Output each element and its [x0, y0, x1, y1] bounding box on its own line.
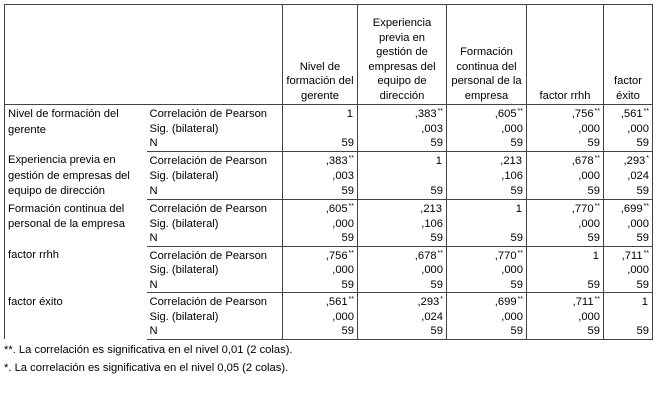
table-cell	[527, 217, 604, 232]
table-cell	[358, 151, 447, 169]
cell-value: ,561	[620, 108, 643, 120]
cell-value: 59	[510, 184, 523, 197]
significance-marker: **	[517, 108, 523, 115]
cell-value: 59	[587, 278, 600, 291]
cell-value: ,000	[421, 264, 443, 276]
cell-value: 59	[430, 325, 443, 337]
table-row	[5, 293, 653, 310]
cell-value: 59	[587, 232, 600, 244]
significance-marker: **	[348, 203, 354, 210]
table-cell	[527, 310, 604, 325]
cell-value: 59	[636, 325, 649, 337]
table-row	[5, 105, 653, 122]
significance-marker: **	[437, 108, 443, 115]
cell-value: 1	[435, 154, 442, 167]
table-cell	[604, 324, 653, 339]
table-cell	[358, 310, 447, 325]
cell-value: ,024	[421, 310, 443, 323]
statistic-label: N	[147, 184, 283, 200]
cell-value: ,000	[332, 264, 354, 276]
table-cell	[447, 310, 527, 325]
cell-value: 59	[510, 325, 523, 337]
cell-value: ,000	[501, 122, 523, 135]
table-cell	[283, 310, 358, 325]
cell-value: ,000	[501, 310, 523, 323]
statistic-label: Correlación de Pearson	[149, 249, 268, 262]
significance-marker: **	[348, 154, 354, 162]
cell-value: ,293	[623, 154, 646, 167]
cell-value: ,000	[332, 217, 354, 230]
statistic-label: Correlación de Pearson	[149, 296, 268, 308]
table-cell	[447, 169, 527, 184]
table-cell	[447, 136, 527, 151]
significance-marker: **	[643, 203, 649, 210]
cell-value: 59	[510, 137, 523, 149]
table-cell	[447, 293, 527, 310]
table-cell	[604, 169, 653, 184]
cell-value: ,000	[627, 122, 649, 135]
table-cell	[283, 151, 358, 169]
significance-marker: *	[440, 296, 443, 303]
table-cell	[283, 324, 358, 339]
table-cell	[604, 246, 653, 263]
table-cell	[604, 217, 653, 232]
row-variable-label: Nivel de formación del gerente	[5, 105, 147, 152]
table-cell	[447, 217, 527, 232]
cell-value: ,293	[417, 296, 440, 308]
table-cell	[527, 278, 604, 293]
cell-value: ,000	[501, 264, 523, 276]
cell-value: ,213	[420, 203, 442, 215]
cell-value: ,024	[627, 169, 649, 182]
significance-marker: **	[594, 296, 600, 303]
table-cell	[604, 231, 653, 246]
table-cell	[527, 263, 604, 278]
column-header-nivel-formacion: Nivel de formación del gerente	[283, 5, 358, 105]
table-cell	[604, 310, 653, 325]
cell-value: 59	[587, 325, 600, 337]
significance-marker: **	[594, 154, 600, 162]
table-cell	[447, 324, 527, 339]
table-cell	[283, 169, 358, 184]
table-cell	[447, 122, 527, 137]
cell-value: ,383	[414, 108, 437, 120]
statistic-label: Sig. (bilateral)	[149, 217, 219, 230]
significance-marker: **	[437, 249, 443, 257]
table-row	[5, 246, 653, 263]
table-cell	[527, 246, 604, 263]
cell-value: ,711	[621, 249, 643, 262]
header-row	[5, 5, 653, 105]
significance-marker: **	[517, 296, 523, 303]
table-cell	[447, 151, 527, 169]
cell-value: ,561	[325, 296, 348, 308]
table-cell	[358, 231, 447, 246]
table-cell	[604, 151, 653, 169]
table-cell	[358, 246, 447, 263]
cell-value: ,756	[571, 108, 594, 120]
column-header-formacion-continua: Formación continua del personal de la empresa	[447, 5, 527, 105]
table-cell	[283, 263, 358, 278]
table-cell	[358, 105, 447, 122]
footnote-2: *. La correlación es significativa en el nivel 0,05 (2 colas).	[4, 361, 289, 374]
statistic-label: N	[147, 278, 283, 293]
header-corner	[5, 5, 283, 105]
table-cell	[447, 200, 527, 217]
cell-value: ,213	[500, 154, 522, 167]
significance-marker: **	[348, 296, 354, 303]
table-cell	[358, 263, 447, 278]
table-cell	[527, 324, 604, 339]
cell-value: ,000	[332, 310, 354, 323]
row-variable-label: Formación continua del personal de la empresa	[5, 200, 147, 247]
cell-value: 59	[430, 232, 443, 244]
table-cell	[358, 184, 447, 200]
table-cell	[358, 136, 447, 151]
table-cell	[527, 231, 604, 246]
column-header-factor-exito: factor éxito	[604, 5, 653, 105]
table-cell	[447, 184, 527, 200]
cell-value: 59	[587, 137, 600, 149]
cell-value: ,000	[627, 217, 649, 230]
table-row	[5, 151, 653, 169]
statistic-label: Sig. (bilateral)	[149, 122, 219, 135]
cell-value: 59	[636, 278, 649, 291]
table-cell	[358, 169, 447, 184]
row-variable-label: factor rrhh	[5, 246, 147, 293]
cell-value: ,770	[494, 249, 517, 262]
cell-value: 59	[341, 232, 354, 244]
row-variable-label: Experiencia previa en gestión de empresas del equipo de dirección	[5, 151, 147, 200]
table-cell	[527, 105, 604, 122]
significance-marker: **	[517, 249, 523, 257]
cell-value: ,000	[578, 122, 600, 135]
table-cell	[283, 246, 358, 263]
table-cell	[604, 184, 653, 200]
table-cell	[283, 136, 358, 151]
table-cell	[447, 263, 527, 278]
table-cell	[358, 278, 447, 293]
table-cell	[283, 217, 358, 232]
table-cell	[527, 200, 604, 217]
table-cell	[358, 122, 447, 137]
cell-value: ,699	[620, 203, 643, 215]
cell-value: 59	[341, 325, 354, 337]
statistic-label: Correlación de Pearson	[149, 154, 268, 167]
cell-value: 59	[341, 137, 354, 149]
table-cell	[604, 263, 653, 278]
cell-value: 59	[341, 184, 354, 197]
cell-value: ,000	[578, 169, 600, 182]
row-variable-label: factor éxito	[5, 293, 147, 340]
statistic-label: Correlación de Pearson	[149, 203, 268, 215]
cell-value: ,711	[572, 296, 594, 308]
table-cell	[283, 122, 358, 137]
cell-value: 59	[430, 184, 443, 197]
table-cell	[447, 278, 527, 293]
table-cell	[604, 200, 653, 217]
table-cell	[447, 105, 527, 122]
significance-marker: **	[594, 203, 600, 210]
correlation-table	[4, 4, 653, 340]
table-cell	[527, 293, 604, 310]
table-cell	[358, 324, 447, 339]
cell-value: ,678	[571, 154, 594, 167]
table-cell	[604, 278, 653, 293]
table-cell	[604, 293, 653, 310]
table-cell	[604, 122, 653, 137]
cell-value: 59	[510, 232, 523, 244]
cell-value: 1	[592, 249, 599, 262]
table-cell	[283, 278, 358, 293]
cell-value: 59	[430, 137, 443, 149]
table-cell	[527, 184, 604, 200]
significance-marker: **	[643, 108, 649, 115]
cell-value: 1	[641, 296, 648, 308]
table-cell	[604, 136, 653, 151]
table-cell	[358, 200, 447, 217]
statistic-label: Sig. (bilateral)	[149, 264, 219, 276]
cell-value: ,000	[627, 264, 649, 276]
table-cell	[283, 293, 358, 310]
table-cell	[358, 293, 447, 310]
cell-value: 59	[636, 137, 649, 149]
table-cell	[283, 231, 358, 246]
table-cell	[527, 122, 604, 137]
cell-value: 59	[636, 184, 649, 197]
significance-marker: **	[594, 108, 600, 115]
table-cell	[447, 246, 527, 263]
cell-value: 1	[515, 203, 522, 215]
cell-value: ,605	[494, 108, 517, 120]
significance-marker: *	[646, 154, 649, 162]
cell-value: ,003	[332, 169, 354, 182]
cell-value: ,770	[571, 203, 594, 215]
statistic-label: N	[147, 324, 283, 339]
cell-value: ,106	[501, 169, 523, 182]
correlation-table-container	[4, 4, 653, 376]
cell-value: ,000	[578, 217, 600, 230]
cell-value: ,678	[414, 249, 437, 262]
table-cell	[527, 151, 604, 169]
table-body	[5, 105, 653, 340]
statistic-label: Sig. (bilateral)	[149, 310, 219, 323]
table-cell	[283, 105, 358, 122]
table-cell	[527, 169, 604, 184]
cell-value: ,699	[494, 296, 517, 308]
cell-value: 59	[636, 232, 649, 244]
cell-value: 59	[341, 278, 354, 291]
table-cell	[527, 136, 604, 151]
cell-value: 1	[346, 108, 353, 120]
cell-value: 59	[510, 278, 523, 291]
cell-value: ,756	[325, 249, 348, 262]
table-row	[5, 200, 653, 217]
statistic-label: Sig. (bilateral)	[149, 169, 219, 182]
significance-marker: **	[348, 249, 354, 257]
statistic-label: N	[147, 136, 283, 151]
cell-value: 59	[430, 278, 443, 291]
footnote-1: **. La correlación es significativa en el nivel 0,01 (2 colas).	[4, 343, 293, 356]
cell-value: 59	[587, 184, 600, 197]
statistic-label: Correlación de Pearson	[149, 108, 268, 120]
table-cell	[283, 184, 358, 200]
table-cell	[604, 105, 653, 122]
table-cell	[283, 200, 358, 217]
cell-value: ,000	[578, 310, 600, 323]
table-cell	[358, 217, 447, 232]
cell-value: ,003	[421, 122, 443, 135]
cell-value: ,605	[325, 203, 348, 215]
significance-marker: **	[643, 249, 649, 257]
column-header-factor-rrhh: factor rrhh	[527, 5, 604, 105]
cell-value: ,106	[421, 217, 443, 230]
statistic-label: N	[147, 231, 283, 246]
table-cell	[447, 231, 527, 246]
column-header-experiencia: Experiencia previa en gestión de empresas del equipo de dirección	[358, 5, 447, 105]
cell-value: ,383	[325, 154, 348, 167]
